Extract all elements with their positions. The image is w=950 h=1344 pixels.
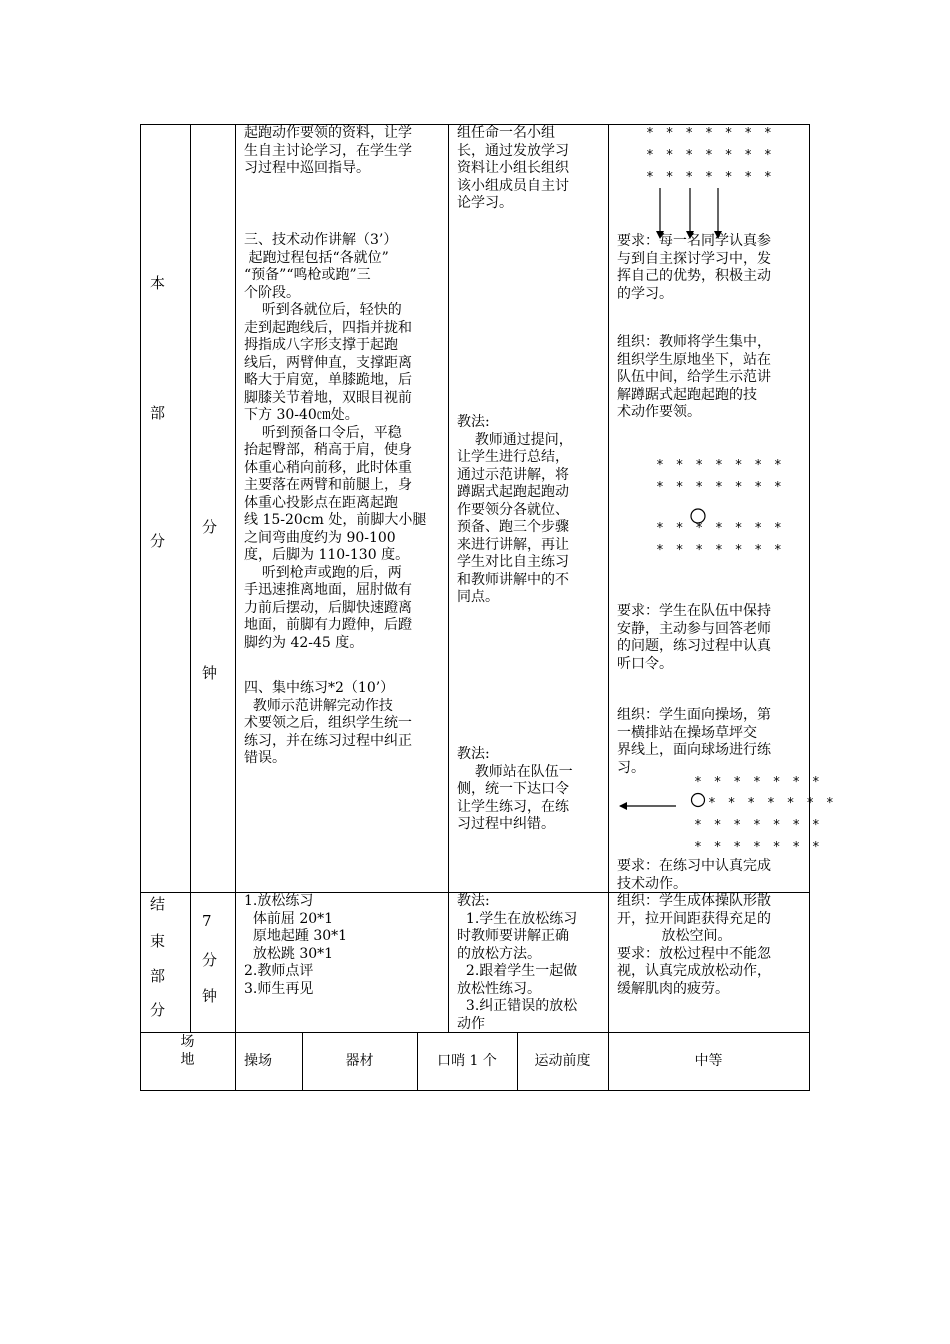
text-line: 2.教师点评 <box>244 963 314 979</box>
text-line: 的放松方法。 <box>457 945 541 962</box>
text-line: 3.纠正错误的放松 <box>457 998 578 1014</box>
section-label-char: 部 <box>150 404 166 422</box>
formation-row: * * * * * * * <box>694 840 822 855</box>
text-line: 要求：每一名同学认真参 <box>617 233 771 249</box>
teacher-circle-icon <box>691 509 705 523</box>
text-line: 线 15-20cm 处，前脚大小腿 <box>244 512 427 528</box>
formation-row: * * * * * * * <box>694 775 822 790</box>
text-line: 力前后摆动，后脚快速蹬离 <box>244 599 412 616</box>
text-line: 听口令。 <box>617 655 673 672</box>
text-line: 脚膝关节着地，双眼目视前 <box>244 389 412 406</box>
text-line: 一横排站在操场草坪交 <box>617 724 757 741</box>
text-line: 1.放松练习 <box>244 893 314 909</box>
text-line: 下方 30-40㎝处。 <box>244 407 359 423</box>
text-line: 挥自己的优势，积极主动 <box>617 268 771 284</box>
text-line: 脚约为 42-45 度。 <box>244 634 364 651</box>
equipment-label: 器材 <box>345 1053 374 1069</box>
section-label-char: 分 <box>150 1001 166 1019</box>
text-line: 主要落在两臂和前腿上，身 <box>244 477 412 493</box>
text-line: 预备、跑三个步骤 <box>457 519 569 535</box>
intensity-label: 运动前度 <box>534 1053 591 1069</box>
text-line: 和教师讲解中的不 <box>457 571 569 588</box>
part4-title: 四、集中练习*2（10’） <box>244 680 395 696</box>
intensity-value: 中等 <box>694 1053 723 1069</box>
text-line: 要求：放松过程中不能忽 <box>617 945 771 962</box>
text-line: 抬起臀部，稍高于肩，使身 <box>244 442 412 458</box>
text-line: 术动作要领。 <box>617 404 701 420</box>
time-label-char: 钟 <box>202 987 218 1005</box>
text-line: 论学习。 <box>457 195 513 211</box>
end-content <box>244 893 444 998</box>
text-line: 学生对比自主练习 <box>457 554 569 570</box>
time-label-char: 分 <box>202 951 218 969</box>
text-line: 听到各就位后，轻快的 <box>244 302 402 318</box>
venue-value: 操场 <box>244 1053 272 1069</box>
text-line: 听到预备口令后，平稳 <box>244 424 402 441</box>
text-line: 蹲踞式起跑起跑动 <box>457 484 569 500</box>
text-line: 3.师生再见 <box>244 980 314 997</box>
text-line: 组织：教师将学生集中， <box>617 334 771 350</box>
text-line: 开，拉开间距获得充足的 <box>617 910 771 927</box>
text-line: 要求：学生在队伍中保持 <box>617 603 771 619</box>
formation-row: * * * * * * * <box>656 480 784 495</box>
text-line: 放松空间。 <box>617 928 732 944</box>
formation-row: * * * * * * * <box>694 818 822 833</box>
text-line: 习过程中巡回指导。 <box>244 160 370 176</box>
text-line: 走到起跑线后，四指并拢和 <box>244 319 412 336</box>
text-line: 习过程中纠错。 <box>457 816 555 832</box>
text-line: 时教师要讲解正确 <box>457 928 569 944</box>
text-line: 组织：学生成体操队形散 <box>617 893 771 909</box>
text-line: 1.学生在放松练习 <box>457 910 578 927</box>
text-line: 安静，主动参与回答老师 <box>617 620 771 637</box>
text-line: 略大于肩宽，单膝跪地，后 <box>244 372 412 388</box>
text-line: 同点。 <box>457 589 499 605</box>
text-line: 组任命一名小组 <box>457 125 555 141</box>
text-line: 作要领分各就位、 <box>457 501 569 518</box>
text-line: “预备”“鸣枪或跑”三 <box>244 267 371 283</box>
text-line: 长，通过发放学习 <box>457 142 569 159</box>
text-line: 放松性练习。 <box>457 980 541 997</box>
teacher-circle-icon <box>692 794 705 807</box>
formation-row: * * * * * * * <box>656 458 784 473</box>
text-line: 教师站在队伍一 <box>457 763 573 780</box>
text-line: 让学生进行总结， <box>457 449 569 465</box>
venue-label-char: 地 <box>180 1051 195 1068</box>
text-line: 该小组成员自主讨 <box>457 177 569 194</box>
text-line: 教法: <box>457 893 490 909</box>
text-line: 让学生练习，在练 <box>457 798 569 815</box>
method-title: 教法: <box>457 414 490 430</box>
text-line: 起跑过程包括“各就位” <box>244 249 389 266</box>
text-line: 练习，并在练习过程中纠正 <box>244 732 412 749</box>
text-line: 体前屈 20*1 <box>244 910 334 927</box>
time-label-char: 7 <box>202 912 212 930</box>
text-line: 侧，统一下达口令 <box>457 781 569 797</box>
text-line: 界线上，面向球场进行练 <box>617 742 771 758</box>
text-line: 技术动作。 <box>617 875 687 892</box>
section-label-char: 束 <box>150 932 166 950</box>
formation-row: * * * * * * * <box>656 543 784 558</box>
text-line: 组织学生原地坐下，站在 <box>617 351 771 368</box>
section-label-char: 分 <box>150 532 166 550</box>
text-line: 组织：学生面向操场，第 <box>617 707 771 723</box>
text-line: 个阶段。 <box>244 284 300 301</box>
text-line: 教师通过提问， <box>457 431 573 448</box>
text-line: 拇指成八字形支撑于起跑 <box>244 337 398 353</box>
text-line: 习。 <box>617 759 645 776</box>
section-label-char: 结 <box>150 895 166 913</box>
method-title: 教法: <box>457 746 490 762</box>
end-organization <box>617 893 807 998</box>
text-line: 2.跟着学生一起做 <box>457 963 578 979</box>
text-line: 放松跳 30*1 <box>244 945 334 962</box>
text-line: 缓解肌肉的疲劳。 <box>617 980 729 997</box>
text-line: 听到枪声或跑的后，两 <box>244 564 402 581</box>
part3-title: 三、技术动作讲解（3’） <box>244 232 398 248</box>
text-line: 来进行讲解，再让 <box>457 536 569 553</box>
end-method <box>457 893 605 1033</box>
time-label-char: 分 <box>202 518 218 536</box>
text-line: 错误。 <box>244 750 286 766</box>
text-line: 生自主讨论学习，在学生学 <box>244 142 412 159</box>
formation-row: * * * * * * * <box>646 148 774 163</box>
text-line: 体重心投影点在距离起跑 <box>244 494 398 511</box>
text-line: 原地起踵 30*1 <box>244 928 348 944</box>
text-line: 之间弯曲度约为 90-100 <box>244 529 396 546</box>
venue-label <box>140 1034 235 1069</box>
text-line: 地面，前脚有力蹬伸，后蹬 <box>244 617 412 633</box>
formation-row: * * * * * * * <box>646 126 774 141</box>
text-line: 队伍中间，给学生示范讲 <box>617 369 771 385</box>
text-line: 视，认真完成放松动作， <box>617 963 771 979</box>
text-line: 与到自主探讨学习中，发 <box>617 250 771 267</box>
formation-row: * * * * * * * <box>656 521 784 536</box>
text-line: 通过示范讲解，将 <box>457 466 569 483</box>
text-line: 的学习。 <box>617 285 673 302</box>
section-label-char: 本 <box>150 274 166 292</box>
text-line: 术要领之后，组织学生统一 <box>244 715 412 731</box>
text-line: 的问题，练习过程中认真 <box>617 638 771 654</box>
text-line: 体重心稍向前移，此时体重 <box>244 459 412 476</box>
text-line: 线后，两臂伸直，支撑距离 <box>244 354 412 371</box>
text-line: 要求：在练习中认真完成 <box>617 858 771 874</box>
text-line: 度，后脚为 110-130 度。 <box>244 547 410 563</box>
section-label-char: 部 <box>150 967 166 985</box>
text-line: 教师示范讲解完动作技 <box>244 697 393 714</box>
formation-row: * * * * * * * <box>646 170 774 185</box>
text-line: 动作 <box>457 1015 485 1032</box>
venue-label-char: 场 <box>180 1034 195 1050</box>
text-line: 手迅速推离地面，屈肘做有 <box>244 582 412 598</box>
text-line: 资料让小组长组织 <box>457 160 569 176</box>
equipment-value: 口哨 1 个 <box>437 1053 497 1069</box>
text-line: 起跑动作要领的资料，让学 <box>244 125 412 141</box>
formation-row: * * * * * * * <box>708 796 836 811</box>
time-label-char: 钟 <box>202 664 218 682</box>
text-line: 解蹲踞式起跑起跑的技 <box>617 386 757 403</box>
